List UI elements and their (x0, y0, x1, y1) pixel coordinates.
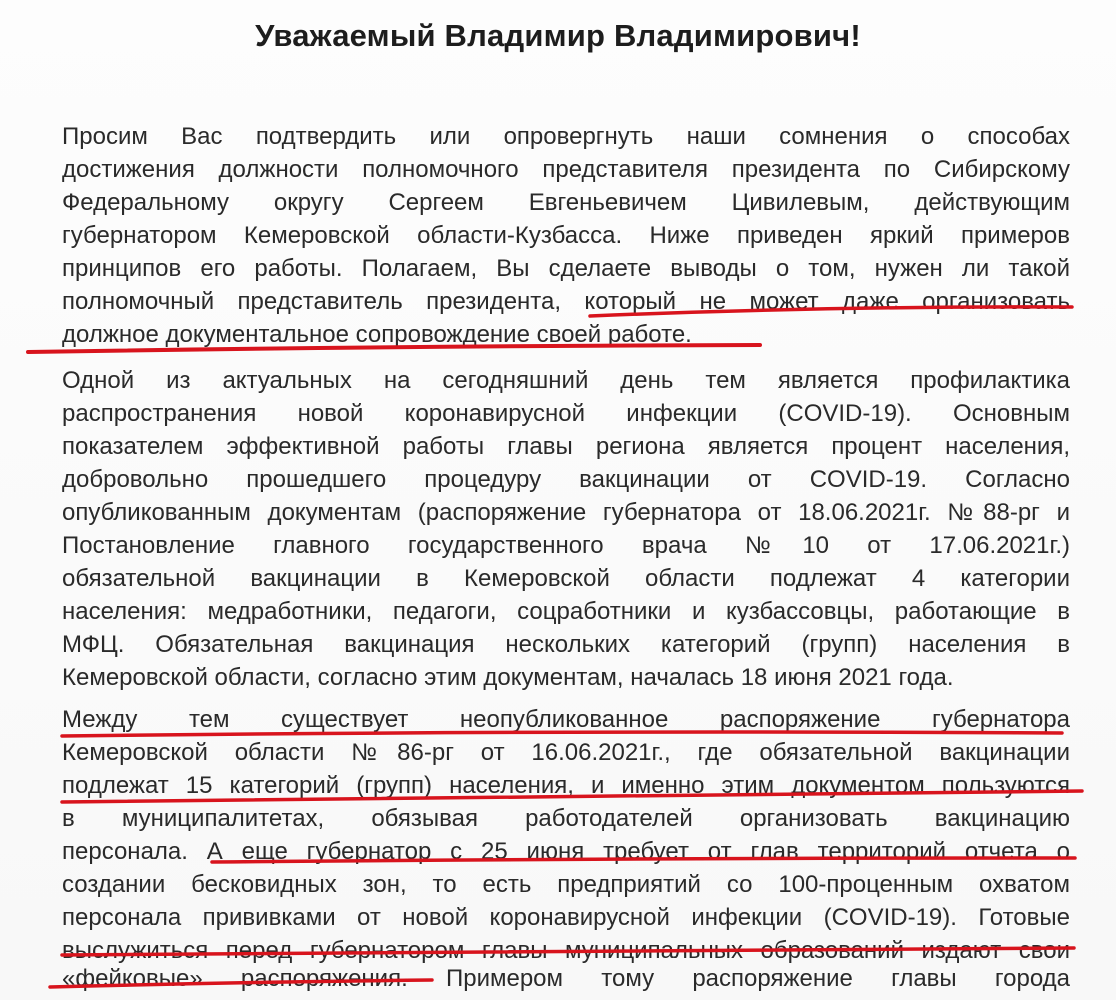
text-line: полномочный представитель президента, который не может даже организовать (62, 288, 1070, 315)
text-line: населения: медработники, педагоги, соцработники и кузбассовцы, работающие в (62, 598, 1070, 625)
text-line: персонала прививками от новой коронавирусной инфекции (COVID-19). Готовые (62, 904, 1070, 931)
text-line: создании бесковидных зон, то есть предприятий со 100-проценным охватом (62, 871, 1070, 898)
text-line: обязательной вакцинации в Кемеровской области подлежат 4 категории (62, 565, 1070, 592)
text-line: МФЦ. Обязательная вакцинация нескольких категорий (групп) населения в (62, 631, 1070, 658)
text-line: должное документальное сопровождение своей работе. (62, 321, 692, 348)
text-line: добровольно прошедшего процедуру вакцинации от COVID-19. Согласно (62, 466, 1070, 493)
text-line: выслужиться перед губернатором главы муниципальных образований издают свои (62, 937, 1070, 964)
text-line: достижения должности полномочного представителя президента по Сибирскому (62, 156, 1070, 183)
text-line: Постановление главного государственного врача №10 от 17.06.2021г.) (62, 532, 1070, 559)
text-line: распространения новой коронавирусной инфекции (COVID-19). Основным (62, 400, 1070, 427)
text-line: показателем эффективной работы главы региона является процент населения, (62, 433, 1070, 460)
text-line: принципов его работы. Полагаем, Вы сделаете выводы о том, нужен ли такой (62, 255, 1070, 282)
text-line: «фейковые» распоряжения. Примером тому распоряжение главы города (62, 965, 1070, 992)
text-line: губернатором Кемеровской области-Кузбасса. Ниже приведен яркий примеров (62, 222, 1070, 249)
text-line: Федеральному округу Сергеем Евгеньевичем Цивилевым, действующим (62, 189, 1070, 216)
text-line: подлежат 15 категорий (групп) населения, и именно этим документом пользуются (62, 772, 1070, 799)
text-line: Одной из актуальных на сегодняшний день тем является профилактика (62, 367, 1070, 394)
text-line: в муниципалитетах, обязывая работодателей организовать вакцинацию (62, 805, 1070, 832)
text-line: Между тем существует неопубликованное распоряжение губернатора (62, 706, 1070, 733)
text-line: Кемеровской области №86-рг от 16.06.2021г., где обязательной вакцинации (62, 739, 1070, 766)
text-line: Просим Вас подтвердить или опровергнуть наши сомнения о способах (62, 123, 1070, 150)
text-line: опубликованным документам (распоряжение губернатора от 18.06.2021г. №88-рг и (62, 499, 1070, 526)
text-line: Кемеровской области, согласно этим документам, началась 18 июня 2021 года. (62, 664, 954, 691)
letter-salutation: Уважаемый Владимир Владимирович! (255, 18, 861, 53)
text-line: персонала. А еще губернатор с 25 июня требует от глав территорий отчета о (62, 838, 1070, 865)
